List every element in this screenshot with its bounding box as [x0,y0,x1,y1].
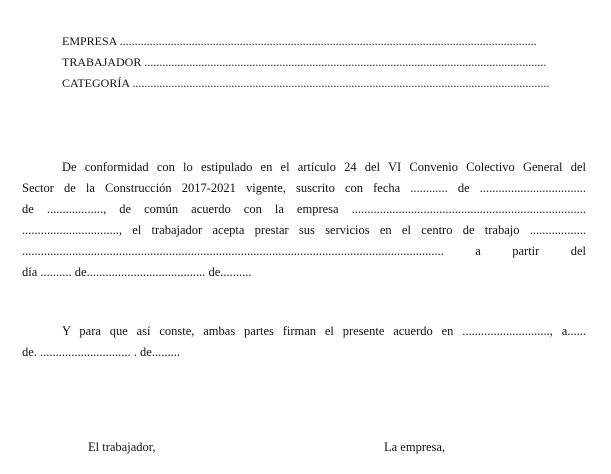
paragraph-1-line-2: Sector de la Construcción 2017-2021 vigente, suscrito con fecha ............ de .................................. [22,181,586,195]
worker-signature-label: El trabajador, [88,440,156,454]
trabajador-field: TRABAJADOR ...................................................................................................................................... [62,55,547,69]
paragraph-1-line-5: ....................................................................................................................................... a partir del [22,244,586,258]
categoria-field: CATEGORÍA ........................................................................................................................................... [62,76,550,90]
paragraph-2-line-1: Y para que así conste, ambas partes firman el presente acuerdo en ............................, a...... [62,324,586,338]
paragraph-1-line-4: ..............................., el trabajador acepta prestar sus servicios en el centro de trabajo .................. [22,223,586,237]
paragraph-1-line-1: De conformidad con lo estipulado en el artículo 24 del VI Convenio Colectivo General del [62,160,586,174]
paragraph-2-line-2: de. ............................. . de......... [22,345,180,359]
paragraph-1-line-6: día .......... de...................................... de.......... [22,265,252,279]
company-signature-label: La empresa, [384,440,446,454]
paragraph-1-line-3: de .................., de común acuerdo con la empresa ........................................................................... [22,202,586,216]
empresa-field: EMPRESA ........................................................................................................................................... [62,34,537,48]
